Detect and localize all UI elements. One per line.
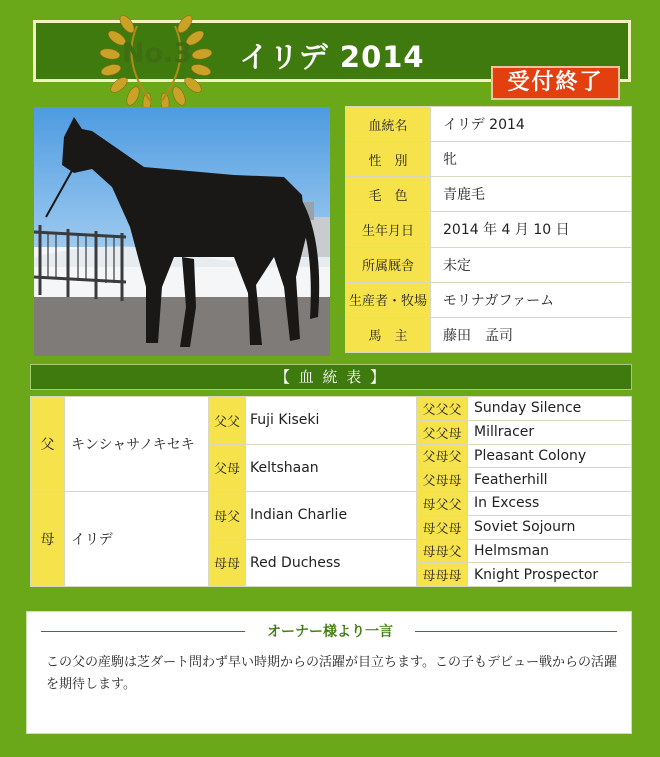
pedigree-table [30,396,632,587]
gen3-label: 父父母 [417,420,468,444]
gen1-label: 父 [31,397,65,492]
profile-row [346,177,632,212]
gen3-name: Featherhill [468,468,632,492]
gen2-name: Red Duchess [246,539,417,587]
profile-table [345,106,632,353]
gen2-name: Indian Charlie [246,492,417,540]
profile-value: モリナガファーム [431,282,632,317]
divider [415,631,617,632]
gen3-name: Millracer [468,420,632,444]
gen3-name: Helmsman [468,539,632,563]
profile-value: 牝 [431,142,632,177]
gen2-label: 母母 [209,539,246,587]
horse-title: イリデ 2014 [239,40,425,74]
gen3-name: Pleasant Colony [468,444,632,468]
profile-value: 2014 年 4 月 10 日 [431,212,632,247]
divider [41,631,245,632]
profile-row [346,317,632,352]
horse-photo [34,107,330,356]
gen1-name: キンシャサノキセキ [65,397,209,492]
gen2-label: 父母 [209,444,246,492]
gen1-label: 母 [31,492,65,587]
pedigree-row [31,492,632,516]
gen3-name: In Excess [468,492,632,516]
owner-message-title: オーナー様より一言 [267,624,393,640]
entry-number: No.3 [121,38,193,69]
gen3-label: 母母父 [417,539,468,563]
profile-label: 馬 主 [346,317,431,352]
gen2-name: Fuji Kiseki [246,397,417,445]
gen3-label: 母母母 [417,563,468,587]
profile-row [346,282,632,317]
profile-row [346,212,632,247]
profile-label: 性 別 [346,142,431,177]
gen3-label: 父父父 [417,397,468,421]
gen1-name: イリデ [65,492,209,587]
profile-label: 生年月日 [346,212,431,247]
pedigree-row [31,397,632,421]
profile-label: 所属厩舎 [346,247,431,282]
gen3-name: Sunday Silence [468,397,632,421]
profile-label: 血統名 [346,107,431,142]
gen3-label: 父母父 [417,444,468,468]
gen3-name: Soviet Sojourn [468,515,632,539]
profile-row [346,247,632,282]
profile-row [346,142,632,177]
profile-value: 未定 [431,247,632,282]
pedigree-header: 【 血 統 表 】 [30,364,632,390]
profile-label: 生産者・牧場 [346,282,431,317]
gen3-label: 母父母 [417,515,468,539]
profile-value: 藤田 孟司 [431,317,632,352]
profile-value: イリデ 2014 [431,107,632,142]
status-badge: 受付終了 [491,66,620,100]
gen3-label: 母父父 [417,492,468,516]
gen2-label: 父父 [209,397,246,445]
owner-message-box [26,611,632,734]
gen3-name: Knight Prospector [468,563,632,587]
profile-value: 青鹿毛 [431,177,632,212]
gen2-label: 母父 [209,492,246,540]
gen3-label: 父母母 [417,468,468,492]
gen2-name: Keltshaan [246,444,417,492]
profile-row [346,107,632,142]
owner-message-body: この父の産駒は芝ダート問わず早い時期からの活躍が目立ちます。この子もデビュー戦からの活躍を期待します。 [46,655,617,692]
profile-label: 毛 色 [346,177,431,212]
